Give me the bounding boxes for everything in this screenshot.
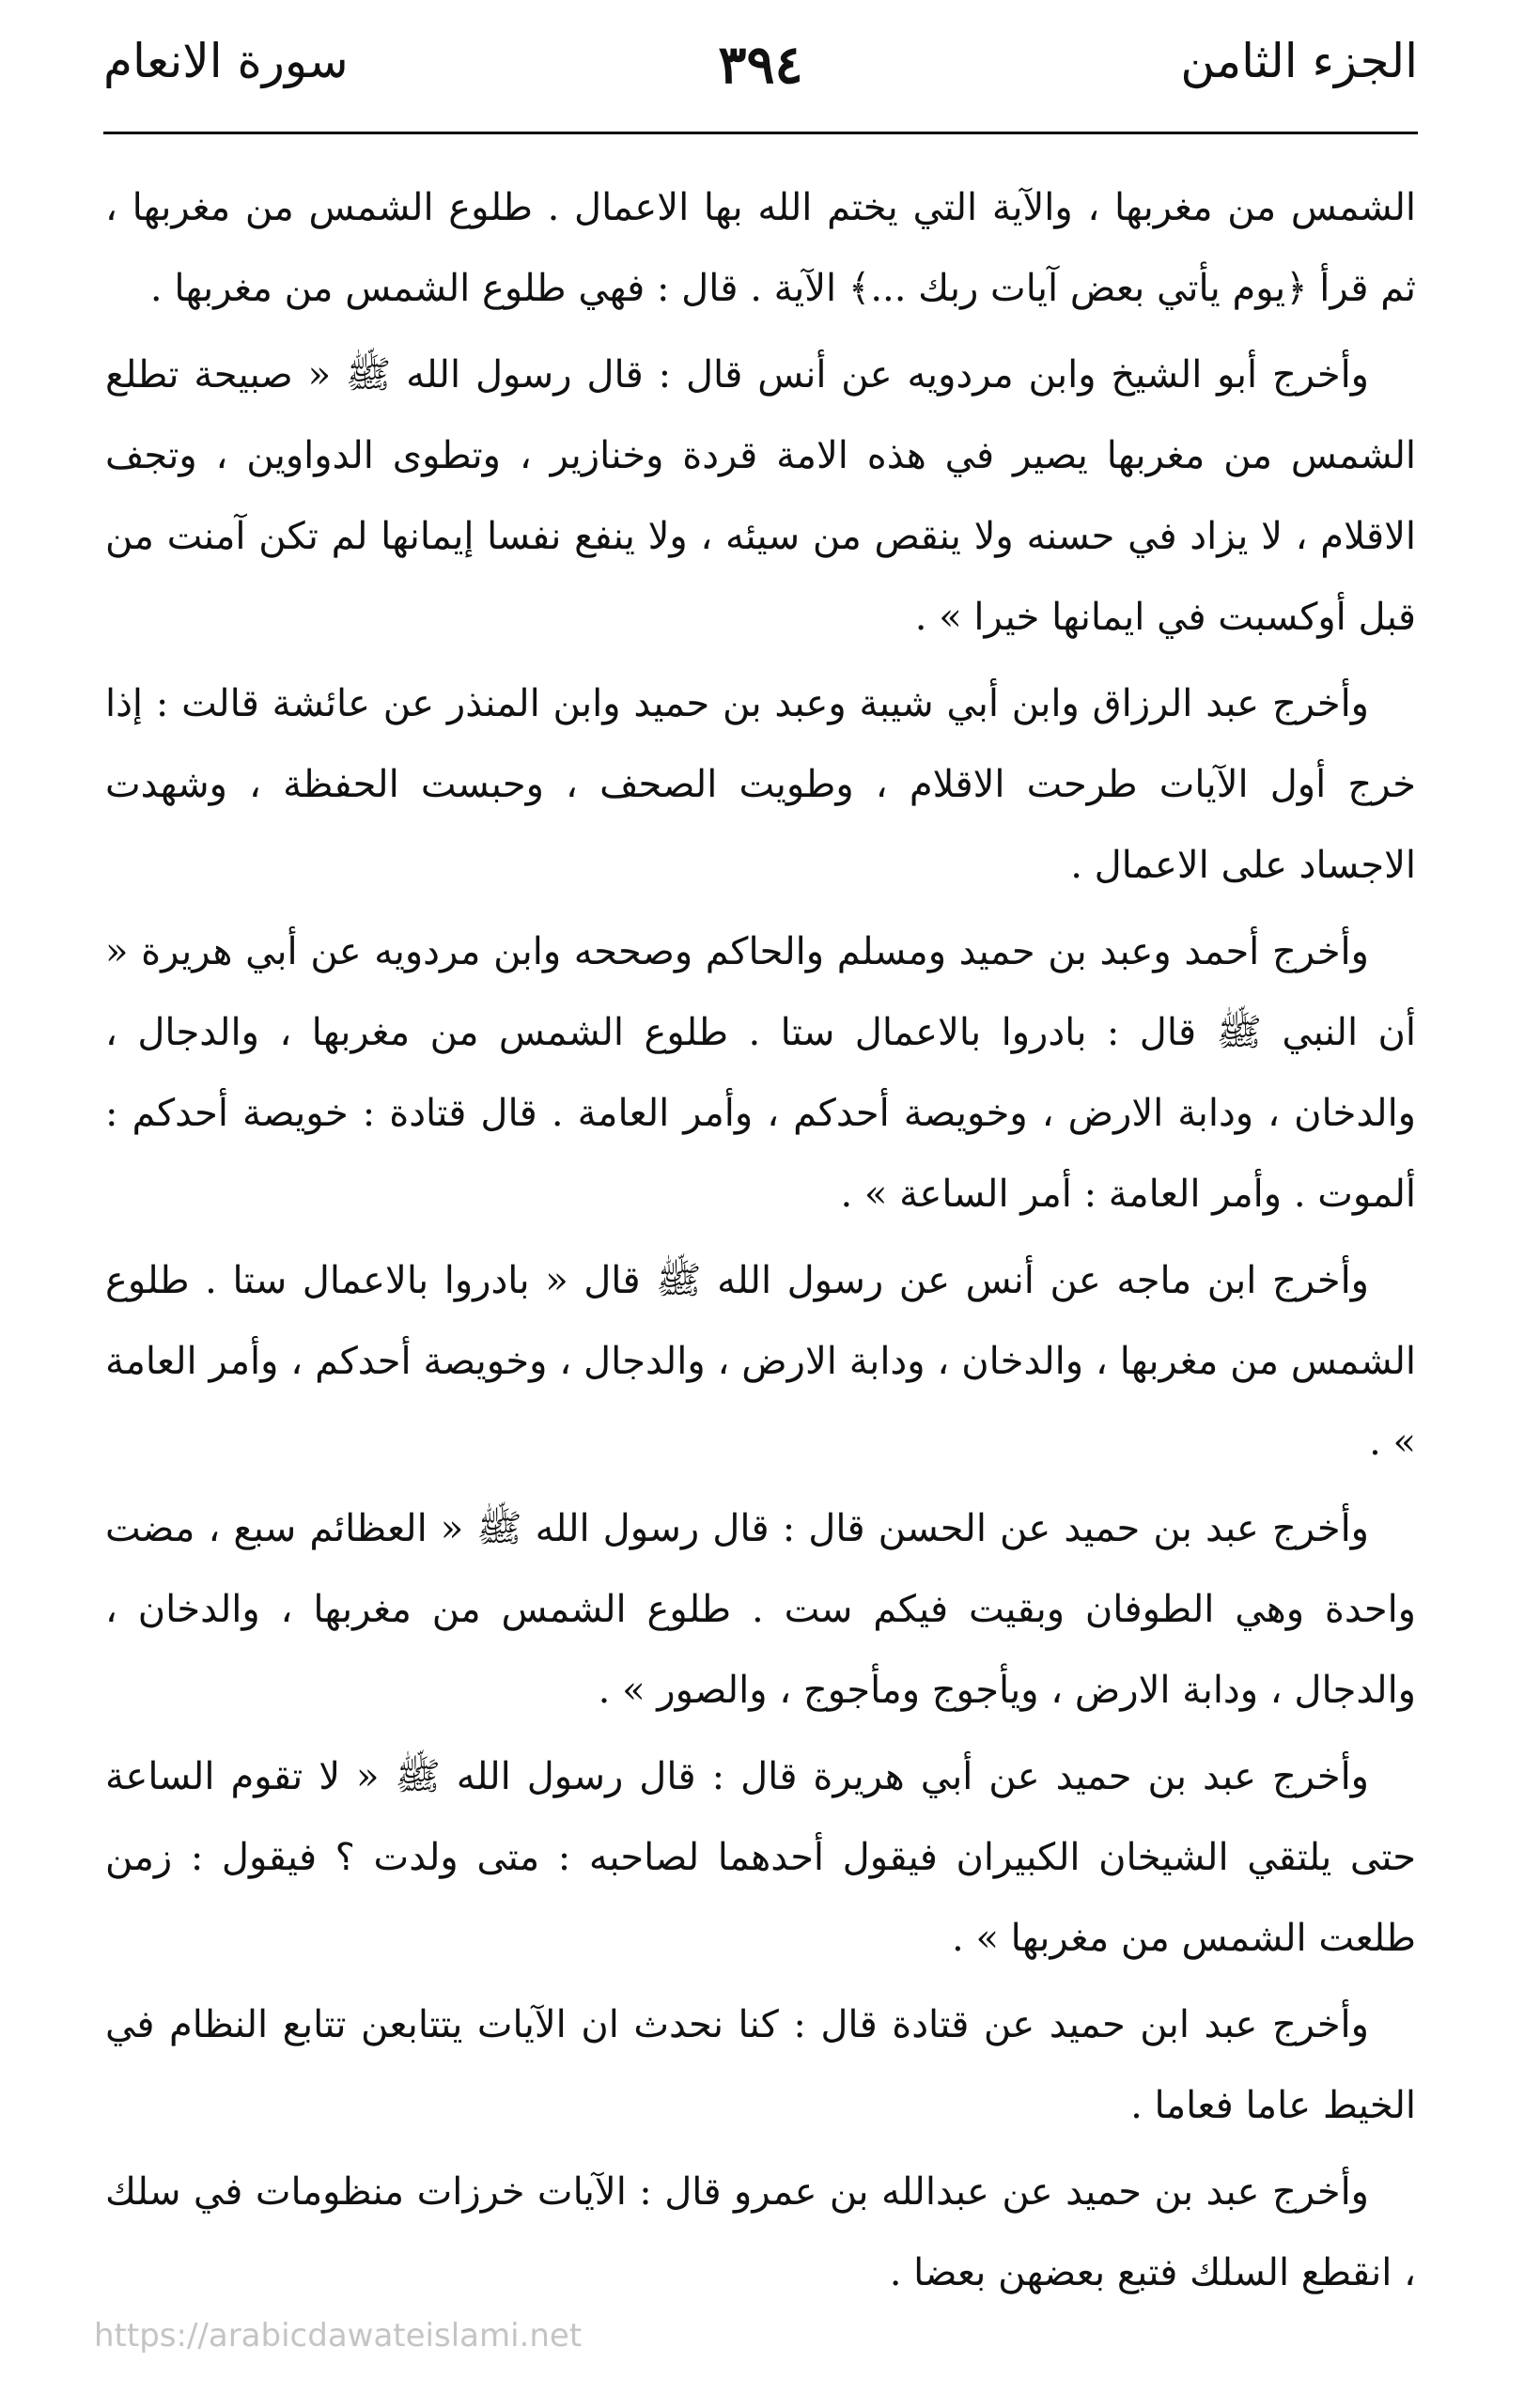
paragraph-1: الشمس من مغربها ، والآية التي يختم الله بها الاعمال . طلوع الشمس من مغربها ، ثم قرأ ﴿يوم يأتي بعض آيات ربك ...﴾ الآية . قال : فهي طلوع الشمس من مغربها .: [105, 186, 1416, 310]
paragraph-8: وأخرج عبد ابن حميد عن قتادة قال : كنا نحدث ان الآيات يتتابعن تتابع النظام في الخيط عاما فعاما .: [105, 2003, 1416, 2127]
surah-label: سورة الانعام: [103, 34, 349, 88]
paragraph-7: وأخرج عبد بن حميد عن أبي هريرة قال : قال رسول الله ﷺ « لا تقوم الساعة حتى يلتقي الشيخان الكبيران فيقول أحدهما لصاحبه : متى ولدت ؟ فيقول : زمن طلعت الشمس من مغربها » .: [105, 1755, 1416, 1960]
paragraph-5: وأخرج ابن ماجه عن أنس عن رسول الله ﷺ قال « بادروا بالاعمال ستا . طلوع الشمس من مغربها ، والدخان ، ودابة الارض ، والدجال ، وخويصة أحدكم ، وأمر العامة » .: [105, 1259, 1416, 1464]
page-body: [105, 167, 1416, 2319]
paragraph-4: وأخرج أحمد وعبد بن حميد ومسلم والحاكم وصححه وابن مردويه عن أبي هريرة « أن النبي ﷺ قال : بادروا بالاعمال ستا . طلوع الشمس من مغربها ، والدجال ، والدخان ، ودابة الارض ، وخويصة أحدكم ، وأمر العامة . قال قتادة : خويصة أحدكم : ألموت . وأمر العامة : أمر الساعة » .: [105, 930, 1416, 1216]
header-divider: [103, 132, 1418, 134]
paragraph-3: وأخرج عبد الرزاق وابن أبي شيبة وعبد بن حميد وابن المنذر عن عائشة قالت : إذا خرج أول الآيات طرحت الاقلام ، وطويت الصحف ، وحبست الحفظة ، وشهدت الاجساد على الاعمال .: [105, 682, 1416, 887]
page-header: [103, 28, 1418, 122]
watermark-url: https://arabicdawateislami.net: [94, 2317, 583, 2355]
paragraph-6: وأخرج عبد بن حميد عن الحسن قال : قال رسول الله ﷺ « العظائم سبع ، مضت واحدة وهي الطوفان وبقيت فيكم ست . طلوع الشمس من مغربها ، والدخان ، والدجال ، ودابة الارض ، ويأجوج ومأجوج ، والصور » .: [105, 1507, 1416, 1712]
part-label: الجزء الثامن: [1180, 34, 1418, 88]
paragraph-9: وأخرج عبد بن حميد عن عبدالله بن عمرو قال : الآيات خرزات منظومات في سلك ، انقطع السلك فتبع بعضهن بعضا .: [105, 2170, 1416, 2294]
paragraph-2: وأخرج أبو الشيخ وابن مردويه عن أنس قال : قال رسول الله ﷺ « صبيحة تطلع الشمس من مغربها يصير في هذه الامة قردة وخنازير ، وتطوى الدواوين ، وتجف الاقلام ، لا يزاد في حسنه ولا ينقص من سيئه ، ولا ينفع نفسا إيمانها لم تكن آمنت من قبل أوكسبت في ايمانها خيرا » .: [105, 353, 1416, 639]
page-number: ٣٩٤: [718, 34, 803, 96]
